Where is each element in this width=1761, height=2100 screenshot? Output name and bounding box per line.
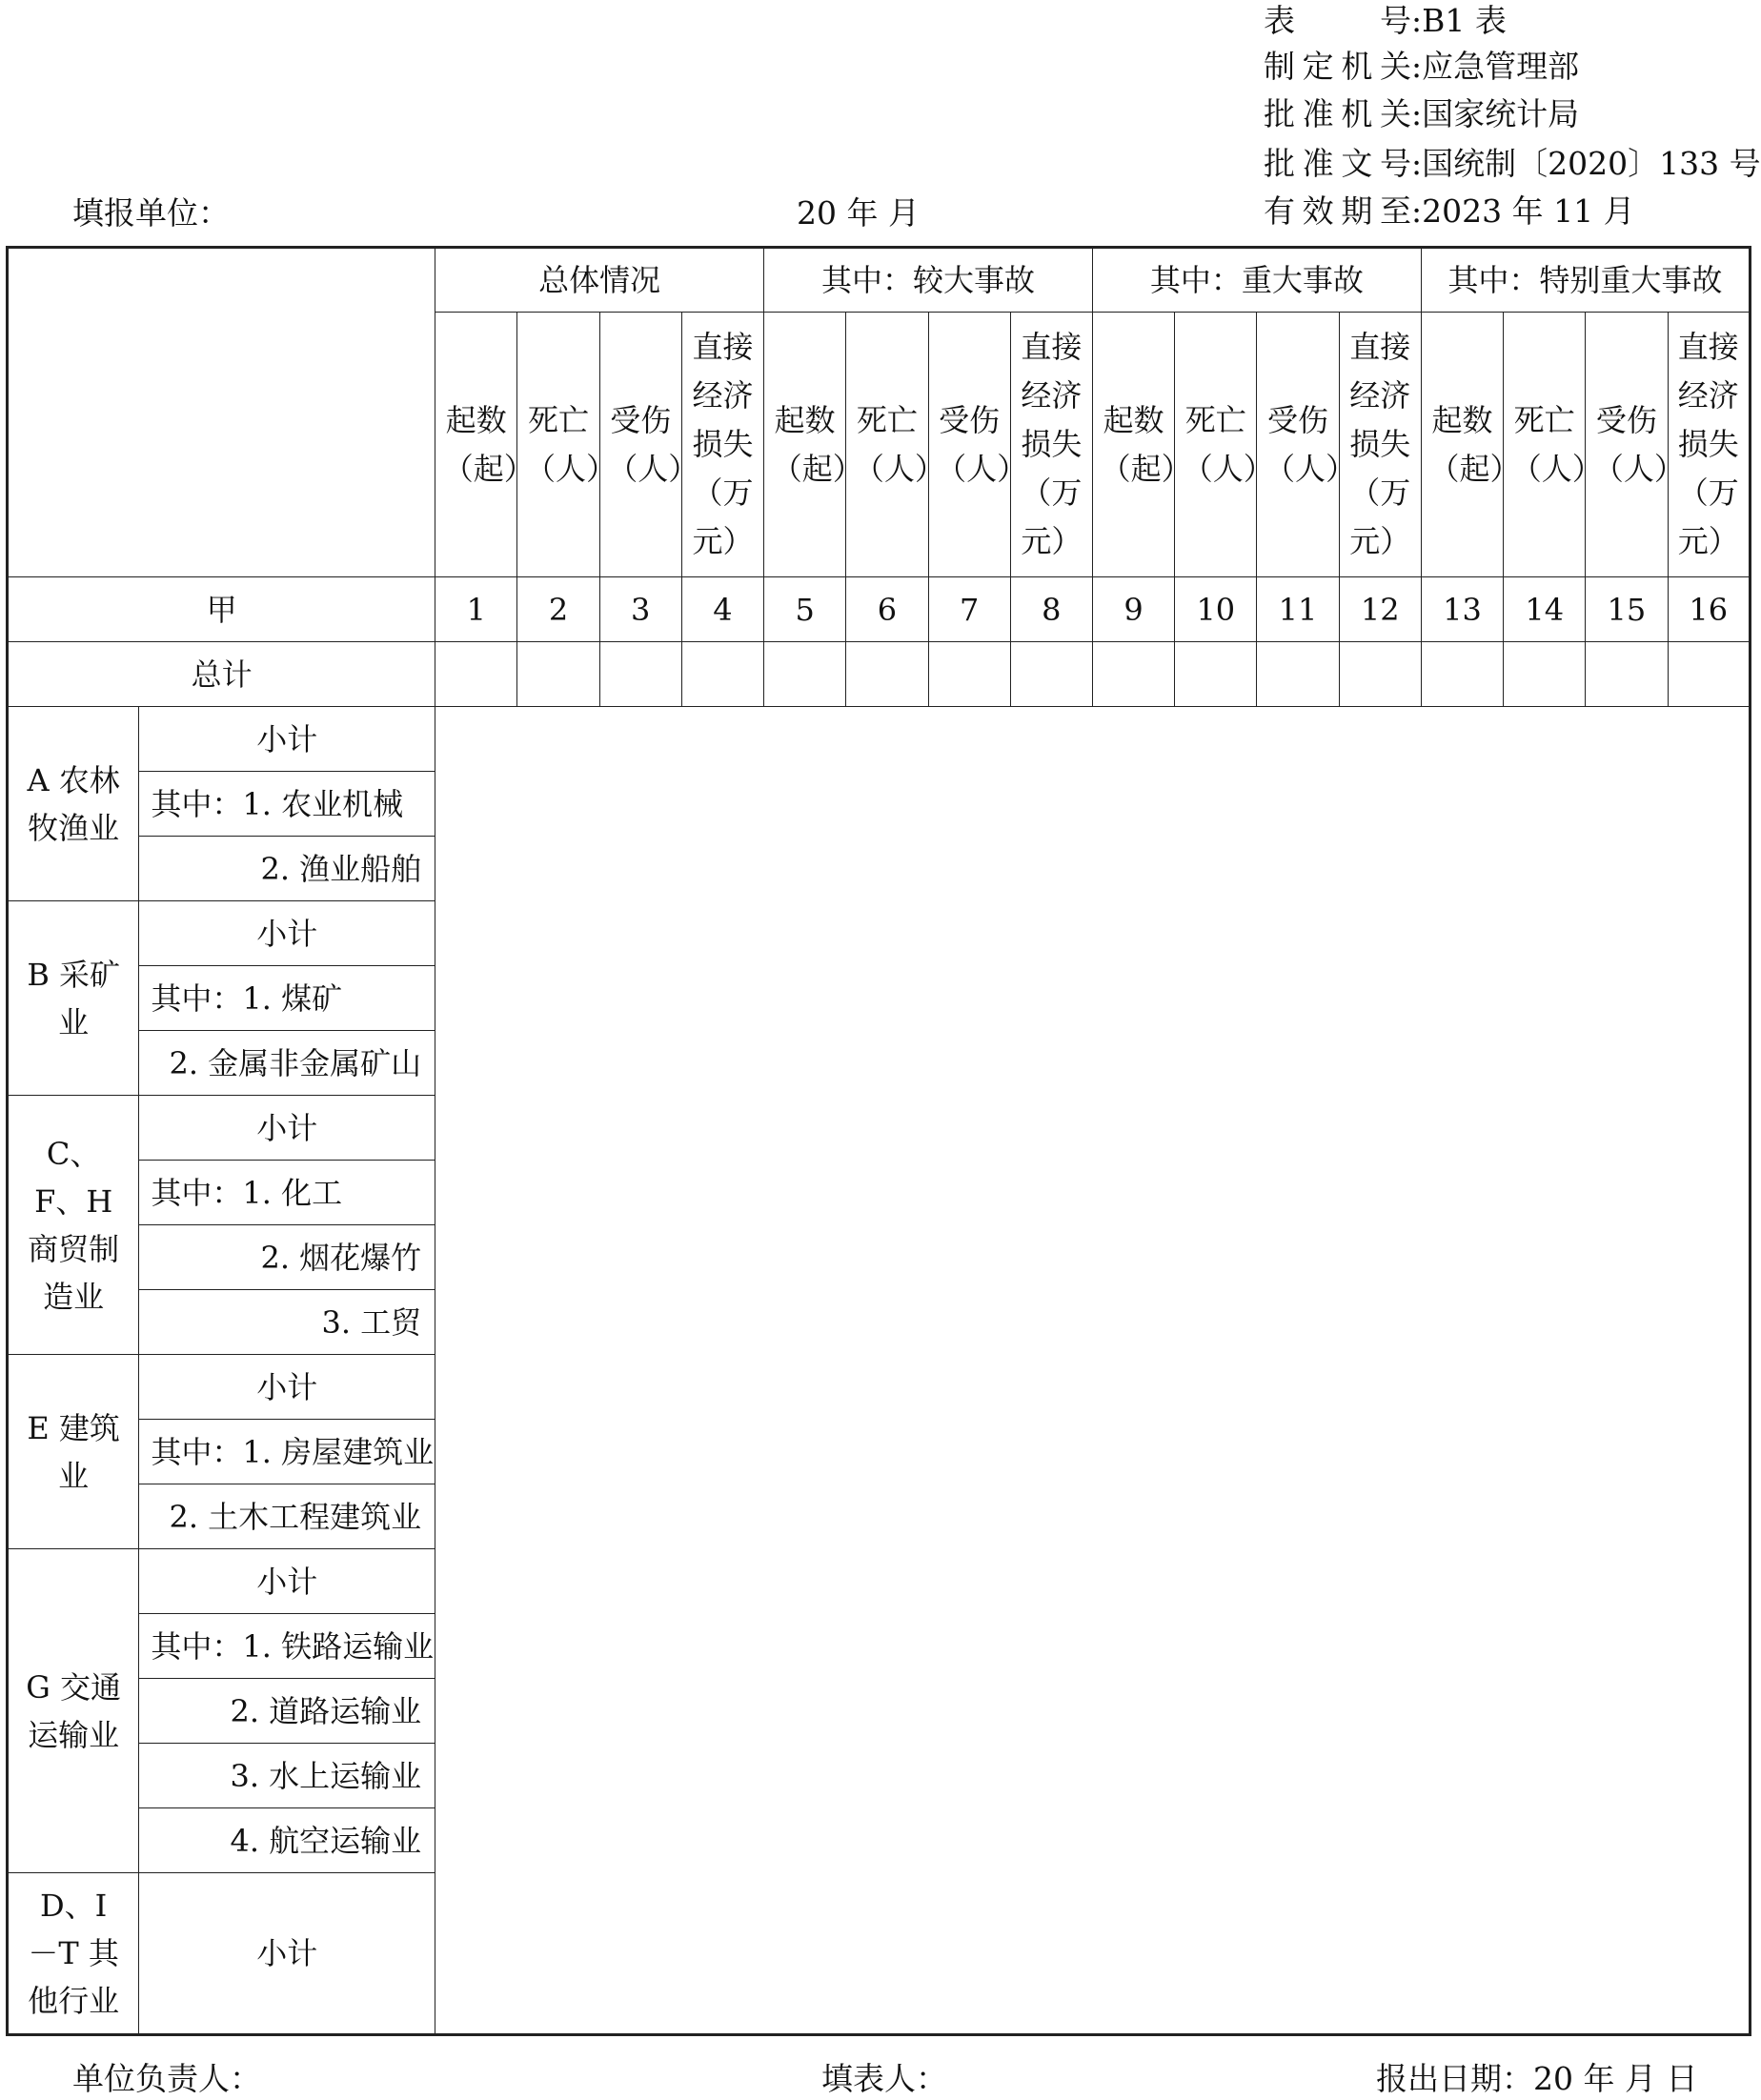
meta-doc-no-value: 国统制〔2020〕133 号 bbox=[1422, 145, 1761, 182]
subcol-label: 直接经济损失（万元） bbox=[692, 329, 754, 559]
group-header: 其中：较大事故 bbox=[764, 248, 1093, 313]
subcol-label: 起数（起） bbox=[1428, 401, 1521, 487]
subcol-header bbox=[599, 313, 699, 577]
subcol-label: 起数（起） bbox=[771, 401, 863, 487]
row-label: 小计 bbox=[139, 1549, 435, 1614]
corner-cell bbox=[8, 248, 435, 577]
group-header: 其中：特别重大事故 bbox=[1421, 248, 1750, 313]
row-label: 2. 土木工程建筑业 bbox=[139, 1484, 435, 1549]
meta-doc-no-label: 批准文号 bbox=[1264, 145, 1411, 182]
meta-issuer-label: 制定机关 bbox=[1264, 48, 1411, 85]
data-cell bbox=[1339, 642, 1421, 707]
section-name-text: D、I－T 其他行业 bbox=[28, 1888, 120, 2019]
row-label: 其中：1. 铁路运输业 bbox=[139, 1614, 435, 1679]
section-name-text: A 农林牧渔业 bbox=[27, 761, 120, 846]
data-cell bbox=[1504, 642, 1586, 707]
data-cell bbox=[1668, 642, 1750, 707]
meta-valid: 有效期至:2023 年 11 月 bbox=[1264, 191, 1635, 232]
data-cell bbox=[599, 642, 681, 707]
subcol-header bbox=[1421, 313, 1521, 577]
row-label: 2. 金属非金属矿山 bbox=[139, 1031, 435, 1096]
column-number: 8 bbox=[1010, 577, 1092, 642]
data-cell bbox=[1092, 642, 1174, 707]
row-label: 4. 航空运输业 bbox=[139, 1808, 435, 1873]
report-period: 20 年 月 bbox=[797, 194, 920, 232]
column-number: 15 bbox=[1586, 577, 1668, 642]
data-cell bbox=[1257, 642, 1339, 707]
meta-table-no: 表 号:B1 表 bbox=[1264, 0, 1507, 42]
subcol-label: 受伤（人） bbox=[936, 401, 1028, 487]
row-label: 其中：1. 化工 bbox=[139, 1161, 435, 1225]
data-cell bbox=[1175, 642, 1257, 707]
blank-data-area bbox=[435, 707, 1751, 2035]
section-name bbox=[8, 1549, 139, 1873]
subcol-header bbox=[1668, 313, 1750, 577]
meta-approver-label: 批准机关 bbox=[1264, 95, 1411, 132]
subcol-label: 起数（起） bbox=[1100, 401, 1192, 487]
subcol-label: 直接经济损失（万元） bbox=[1349, 329, 1411, 559]
group-header: 其中：重大事故 bbox=[1092, 248, 1421, 313]
subcol-header bbox=[1092, 313, 1192, 577]
data-cell bbox=[1586, 642, 1668, 707]
subcol-header bbox=[435, 313, 535, 577]
column-number: 1 bbox=[435, 577, 517, 642]
index-label: 甲 bbox=[8, 577, 435, 642]
column-number: 6 bbox=[846, 577, 928, 642]
column-number: 13 bbox=[1421, 577, 1503, 642]
section-name bbox=[8, 1873, 139, 2035]
row-label: 2. 烟花爆竹 bbox=[139, 1225, 435, 1290]
subcol-label: 起数（起） bbox=[442, 401, 535, 487]
section-name-text: G 交通运输业 bbox=[26, 1668, 122, 1753]
row-label: 小计 bbox=[139, 1355, 435, 1420]
section-name bbox=[8, 1355, 139, 1549]
row-label: 小计 bbox=[139, 1873, 435, 2035]
subcol-header bbox=[517, 313, 617, 577]
filler-label: 填表人： bbox=[821, 2060, 947, 2097]
subcol-header bbox=[1586, 313, 1685, 577]
group-header: 总体情况 bbox=[435, 248, 764, 313]
subcol-header bbox=[1010, 313, 1092, 577]
data-cell bbox=[681, 642, 763, 707]
column-number: 9 bbox=[1092, 577, 1174, 642]
row-label: 小计 bbox=[139, 901, 435, 966]
section-name bbox=[8, 901, 139, 1096]
column-number: 12 bbox=[1339, 577, 1421, 642]
meta-table-no-value: B1 表 bbox=[1422, 2, 1507, 39]
data-cell bbox=[1421, 642, 1503, 707]
row-label: 小计 bbox=[139, 1096, 435, 1161]
data-cell bbox=[764, 642, 846, 707]
subcol-header bbox=[928, 313, 1028, 577]
unit-label: 填报单位： bbox=[72, 194, 230, 232]
total-label: 总计 bbox=[8, 642, 435, 707]
subcol-label: 受伤（人） bbox=[1265, 401, 1357, 487]
row-label: 2. 道路运输业 bbox=[139, 1679, 435, 1744]
responsible-label: 单位负责人： bbox=[72, 2060, 261, 2097]
subcol-label: 受伤（人） bbox=[607, 401, 699, 487]
row-label: 3. 水上运输业 bbox=[139, 1744, 435, 1808]
section-name-text: E 建筑业 bbox=[27, 1409, 120, 1494]
meta-approver: 批准机关:国家统计局 bbox=[1264, 93, 1579, 135]
column-number: 10 bbox=[1175, 577, 1257, 642]
row-label: 其中：1. 房屋建筑业 bbox=[139, 1420, 435, 1484]
meta-doc-no: 批准文号:国统制〔2020〕133 号 bbox=[1264, 143, 1761, 185]
subcol-label: 死亡（人） bbox=[853, 401, 945, 487]
meta-table-no-label: 表 号 bbox=[1264, 2, 1411, 39]
subcol-label: 直接经济损失（万元） bbox=[1677, 329, 1739, 559]
subcol-label: 死亡（人） bbox=[1510, 401, 1603, 487]
meta-valid-value: 2023 年 11 月 bbox=[1422, 192, 1635, 230]
data-cell bbox=[435, 642, 517, 707]
meta-approver-value: 国家统计局 bbox=[1422, 95, 1580, 132]
subcol-label: 死亡（人） bbox=[525, 401, 617, 487]
subcol-header bbox=[1339, 313, 1421, 577]
section-name-text: C、F、H 商贸制造业 bbox=[28, 1135, 120, 1315]
subcol-header bbox=[1257, 313, 1357, 577]
column-number: 16 bbox=[1668, 577, 1750, 642]
data-cell bbox=[928, 642, 1010, 707]
column-number: 5 bbox=[764, 577, 846, 642]
subcol-header bbox=[1504, 313, 1603, 577]
column-number: 3 bbox=[599, 577, 681, 642]
subcol-label: 直接经济损失（万元） bbox=[1021, 329, 1083, 559]
subcol-header bbox=[681, 313, 763, 577]
column-number: 2 bbox=[517, 577, 599, 642]
subcol-label: 受伤（人） bbox=[1592, 401, 1685, 487]
column-number: 4 bbox=[681, 577, 763, 642]
meta-valid-label: 有效期至 bbox=[1264, 192, 1411, 230]
section-name bbox=[8, 707, 139, 901]
row-label: 其中：1. 农业机械 bbox=[139, 772, 435, 837]
row-label: 其中：1. 煤矿 bbox=[139, 966, 435, 1031]
data-cell bbox=[517, 642, 599, 707]
data-cell bbox=[1010, 642, 1092, 707]
report-date: 报出日期：20 年 月 日 bbox=[1376, 2060, 1698, 2097]
subcol-header bbox=[1175, 313, 1274, 577]
data-cell bbox=[846, 642, 928, 707]
subcol-header bbox=[846, 313, 945, 577]
row-label: 2. 渔业船舶 bbox=[139, 837, 435, 901]
column-number: 14 bbox=[1504, 577, 1586, 642]
subcol-label: 死亡（人） bbox=[1182, 401, 1274, 487]
meta-issuer-value: 应急管理部 bbox=[1422, 48, 1580, 85]
column-number: 7 bbox=[928, 577, 1010, 642]
column-number: 11 bbox=[1257, 577, 1339, 642]
subcol-header bbox=[764, 313, 863, 577]
row-label: 小计 bbox=[139, 707, 435, 772]
section-name bbox=[8, 1096, 139, 1355]
row-label: 3. 工贸 bbox=[139, 1290, 435, 1355]
accident-statistics-table bbox=[6, 246, 1751, 2036]
meta-issuer: 制定机关:应急管理部 bbox=[1264, 46, 1579, 88]
section-name-text: B 采矿业 bbox=[27, 956, 121, 1040]
